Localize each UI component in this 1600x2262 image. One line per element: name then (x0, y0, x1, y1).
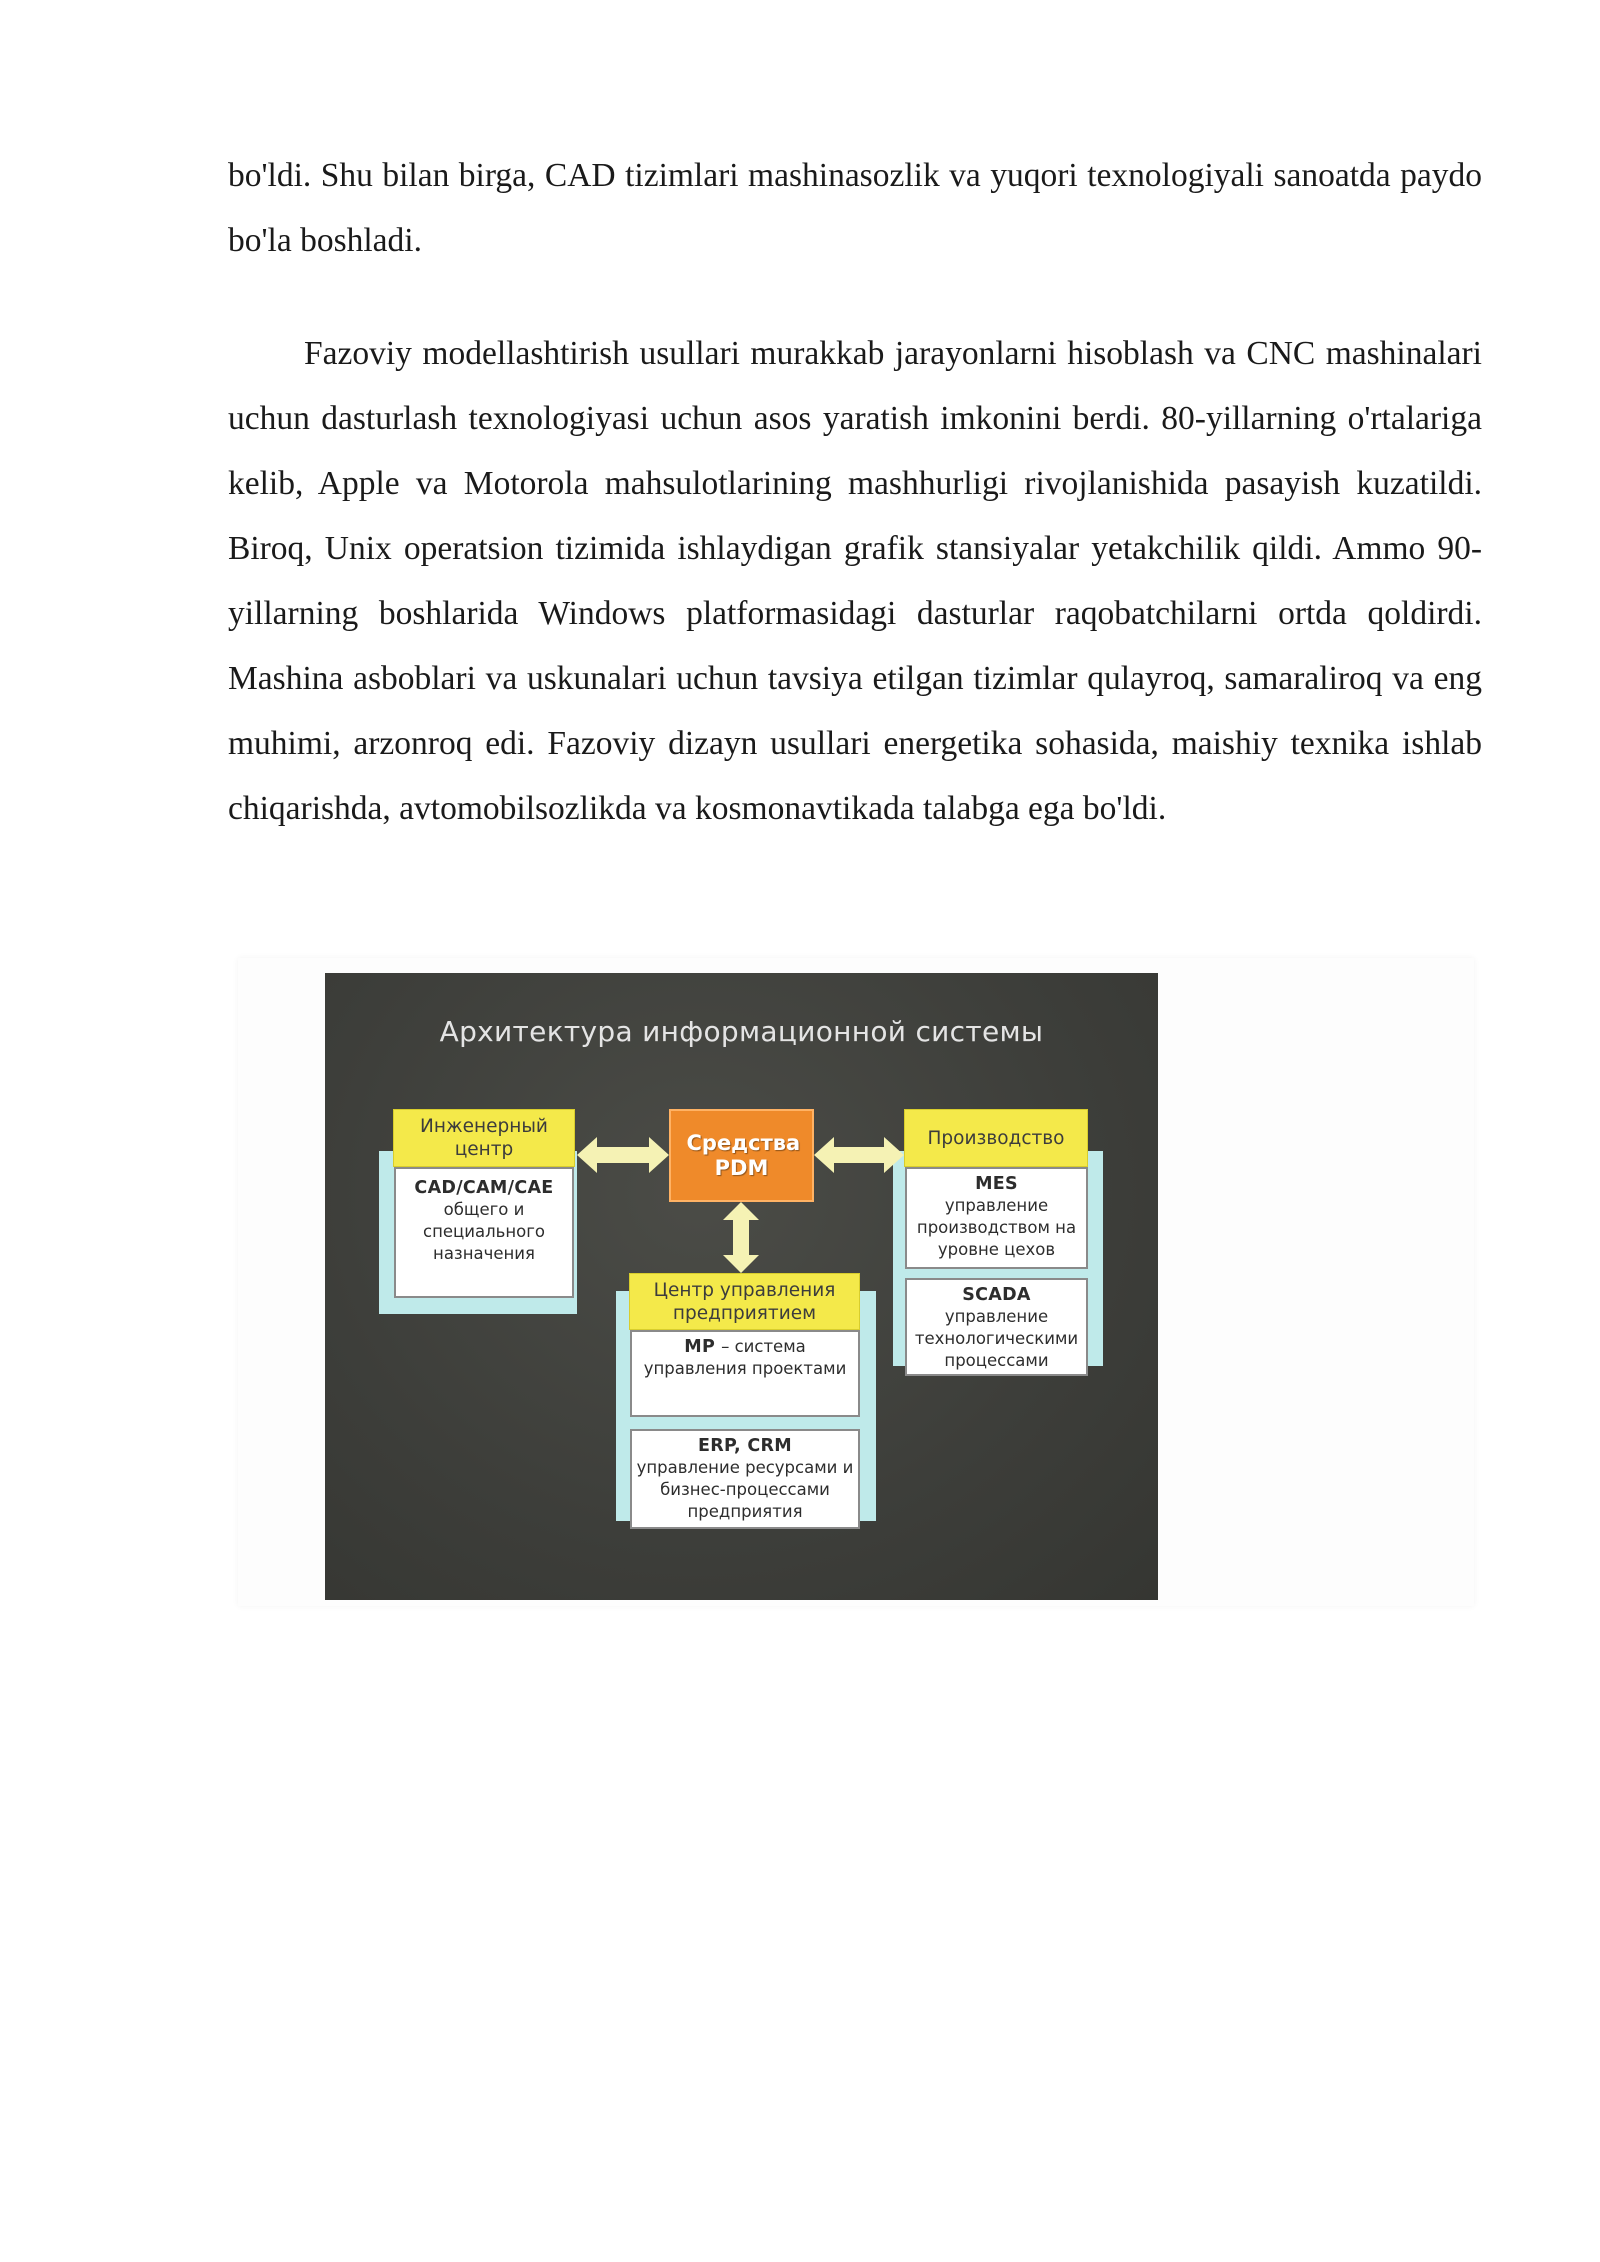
enterprise-header: Центр управления предприятием (629, 1273, 860, 1330)
mes-title: MES (975, 1174, 1018, 1194)
diagram-title: Архитектура информационной системы (439, 1015, 1044, 1048)
paragraph-2: Fazoviy modellashtirish usullari murakkab jarayonlarni hisoblash va CNC mashinalari uchun dasturlash texnologiyasi uchun asos yaratish imkonini berdi. 80-yillarning o'rtalariga kelib, Apple va Motorola mahsulotlarining mashhurligi rivojlanishida pasayish kuzatildi. Biroq, Unix operatsion tizimida ishlaydigan grafik stansiyalar yetakchilik qildi. Ammo 90-yillarning boshlarida Windows platformasidagi dasturlar raqobatchilarni ortda qoldirdi. Mashina asboblari va uskunalari uchun tavsiya etilgan tizimlar qulayroq, samaraliroq va eng muhimi, arzonroq edi. Fazoviy dizayn usullari energetika sohasida, maishiy texnika ishlab chiqarishda, avtomobilsozlikda va kosmonavtikada talabga ega bo'ldi. (228, 335, 1482, 827)
cad-cam-cae-title: CAD/CAM/CAE (414, 1178, 554, 1198)
cad-cam-cae-text: общего и специального назначения (423, 1200, 545, 1263)
erp-crm-text: управление ресурсами и бизнес-процессами предприятия (636, 1458, 854, 1521)
arrow-pdm-production (814, 1135, 904, 1175)
production-header: Производство (904, 1109, 1088, 1167)
erp-crm-box (630, 1429, 860, 1529)
mp-title: MP (684, 1337, 716, 1357)
pdm-label: Средства PDM (686, 1130, 801, 1180)
mp-text: – система управления проектами (643, 1337, 847, 1378)
mp-box (630, 1330, 860, 1417)
scada-box (905, 1278, 1088, 1376)
arrow-pdm-enterprise (723, 1202, 759, 1273)
scada-title: SCADA (962, 1285, 1031, 1305)
cad-cam-cae-box (394, 1167, 574, 1298)
mes-text: управление производством на уровне цехов (916, 1196, 1077, 1259)
arrow-engineering-pdm (577, 1135, 669, 1175)
mes-box (905, 1167, 1088, 1269)
scada-text: управление технологическими процессами (914, 1307, 1079, 1370)
pdm-box (669, 1109, 814, 1202)
erp-crm-title: ERP, CRM (698, 1436, 792, 1456)
architecture-diagram (325, 973, 1158, 1600)
paragraph-1: bo'ldi. Shu bilan birga, CAD tizimlari mashinasozlik va yuqori texnologiyali sanoatda paydo bo'la boshladi. (228, 157, 1482, 259)
engineering-header: Инженерный центр (393, 1109, 575, 1167)
